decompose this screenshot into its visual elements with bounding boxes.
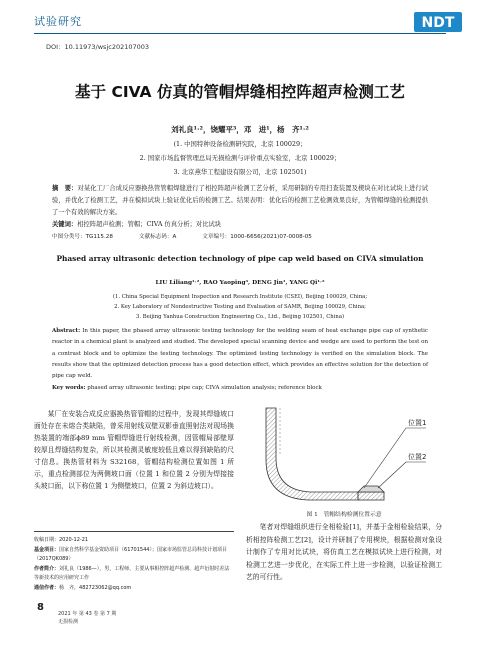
keywords-cn-label: 关键词： [52, 221, 78, 228]
figure-1-pipe-cap-diagram [246, 400, 442, 508]
figure-1-caption: 图 1 管帽结构检测位置示意 [306, 512, 382, 518]
logo-text: NDT [421, 15, 455, 31]
footnote-fund [34, 546, 234, 564]
doi[interactable]: DOI：10.11973/wsjc202107003 [46, 43, 150, 51]
figure-label-position-1: 位置1 [408, 419, 427, 427]
paper-title-en: Phased array ultrasonic detection technology of pipe cap weld based on CIVA simulation [56, 254, 424, 263]
keywords-cn [52, 219, 428, 228]
ndt-logo [414, 12, 462, 32]
clc-number: 中图分类号：TG115.28 [52, 234, 113, 240]
contact-label: 通信作者： [34, 585, 60, 591]
keywords-cn-text: 相控阵超声检测；管帽；CIVA 仿真分析；对比试块 [77, 221, 222, 228]
abstract-cn [52, 183, 428, 219]
figure-label-position-2: 位置2 [408, 453, 427, 461]
affiliation-cn-2: 2. 国家市场监督管理总局无损检测与评价重点实验室，北京 100029； [139, 154, 341, 162]
footnote-received: 收稿日期：2020-12-21 [34, 537, 89, 543]
article-number: 文章编号：1000-6656(2021)07-0008-05 [202, 234, 312, 240]
author-bio-text: 刘礼良（1986—），男，工程师，主要从事相控阵超声检测、超声衍射时差法等新技术的应用研究工作 [34, 566, 230, 581]
abstract-en [52, 326, 428, 382]
affiliation-en-3: 3. Beijing Yanhua Construction Engineering Co., Ltd., Beijing 102501, China) [135, 314, 345, 320]
footnote-rule [34, 531, 234, 532]
fund-text: 国家自然科学基金资助项目（61701544）；国家市场监管总局科技计划项目（2017QK089） [34, 547, 227, 562]
affiliation-cn-1: (1. 中国特种设备检测研究院，北京 100029； [173, 140, 307, 148]
affiliation-en-2: 2. Key Laboratory of Nondestructive Testing and Evaluation of SAMR, Beijing 100029, China; [114, 304, 366, 310]
body-text-right: 笔者对焊缝组织进行全相检验[1]，并基于金相检验结果，分析相控阵检测工艺[2]，设计并研制了专用楔块，根据检测对象设计制作了专用对比试块，将仿真工艺在模拟试块上进行检测，对检测工艺进一步优化，在实际工件上进一步检测，以验证检测工艺的可行性。 [246, 523, 442, 582]
footnote-contact [34, 584, 234, 593]
keywords-en [52, 385, 428, 391]
abstract-en-label: Abstract: [52, 328, 81, 334]
abstract-cn-text: 对某化工厂合成反应器换热管管帽焊缝进行了相控阵超声检测工艺分析，采用研制的专用扫查装置及楔块在对比试块上进行试验，并优化了检测工艺，并在模拟试块上验证优化后的检测工艺。结果表明：优化后的检测工艺检测效果良好，为管帽焊缝的检测提供了一个有效的解决方案。 [52, 185, 429, 216]
contact-text: 杨 齐，482723062@qq.com [59, 585, 132, 591]
fund-label: 基金项目： [34, 547, 60, 553]
affiliation-en-1: (1. China Special Equipment Inspection and Research Institute (CSEI), Beijing 100029, China; [112, 294, 368, 300]
journal-info [58, 610, 116, 626]
author-bio-label: 作者简介： [34, 566, 60, 572]
document-code: 文献标志码：A [138, 234, 177, 240]
abstract-en-text: In this paper, the phased array ultrasonic testing technology for the welding seam of heat exchange pipe cap of synthetic reactor in a chemical plant is analyzed and studied. The developed special scanning device and wedge are used to perform the test on a contrast block and to optimize the testing technology. The optimized testing technology is verified on the simulation block. The results show that the optimized detection process has a good detection effect, which provides an effective solution for the detection of pipe cap weld. [52, 328, 428, 380]
authors-en: LIU Liliang¹˒², RAO Yaoping³, DENG Jin¹, YANG Qi¹˒² [155, 280, 325, 286]
footnote-author [34, 565, 234, 583]
page-number: 8 [37, 602, 44, 613]
paper-title-cn: 基于 CIVA 仿真的管帽焊缝相控阵超声检测工艺 [75, 83, 405, 101]
journal-name: 无损检测 [58, 619, 79, 625]
header-rule [34, 33, 446, 34]
keywords-en-text: phased array ultrasonic testing; pipe cap; CIVA simulation analysis; reference block [87, 385, 322, 391]
journal-section-label: 试验研究 [34, 15, 82, 28]
affiliation-cn-3: 3. 北京燕华工程建设有限公司，北京 102501) [173, 168, 307, 176]
abstract-cn-label: 摘 要： [52, 185, 78, 192]
keywords-en-label: Key words: [52, 385, 86, 391]
journal-issue: 2021 年 第 43 卷 第 7 期 [58, 611, 117, 617]
body-text-left: 某厂在安装合成反应器换热管管帽的过程中，发现其焊缝坡口面处存在未熔合类缺陷，曾采用射线双壁双影垂直照射法对现场换热装置的端部ϕ89 mm 管帽焊缝进行射线检测，因管帽局部壁厚较厚且焊缝结构复杂，所以其检测灵敏度较低且难以得到缺陷的尺寸信息。换热管材料为 S32168，管帽结构检测位置如图 1 所示，重点检测部位为两侧坡口面（位置 1 和位置 2 分别为焊接接头坡口面，以下称位置 1 为侧壁坡口，位置 2 为斜边坡口）。 [34, 410, 234, 490]
classification-line [52, 232, 428, 240]
authors-cn: 刘礼良¹˒²，饶耀平³，邓 进¹，杨 齐¹˒² [171, 125, 309, 134]
